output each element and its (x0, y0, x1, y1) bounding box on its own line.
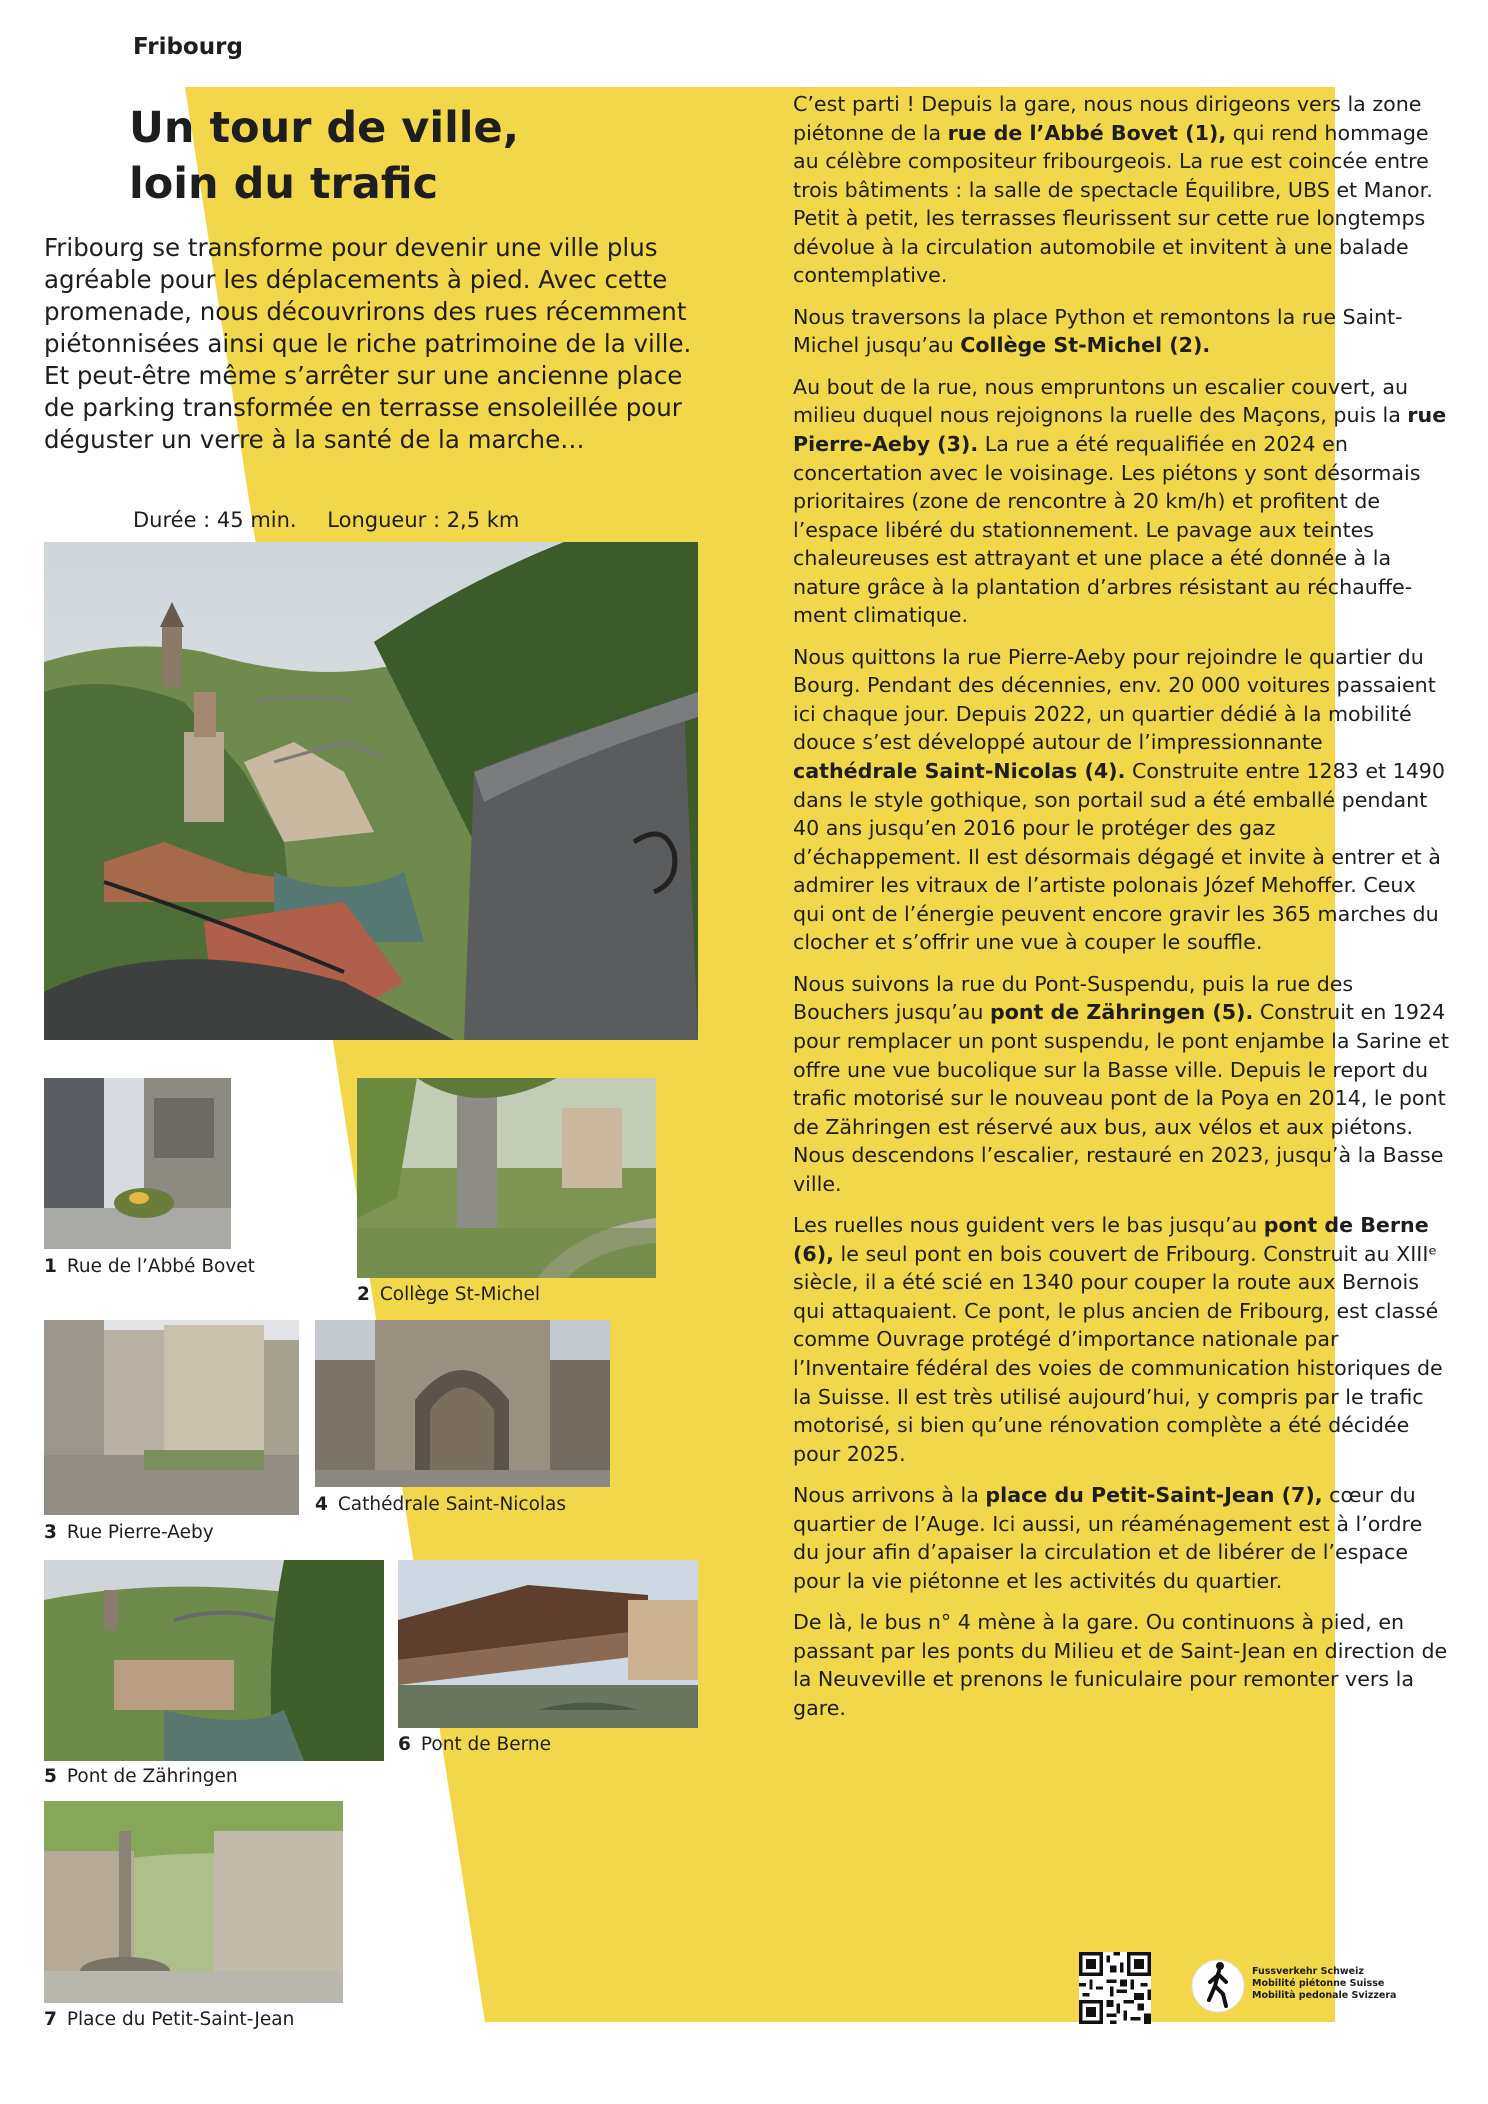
photo-place-du-petit-saint-jean (44, 1801, 343, 2003)
qr-code[interactable] (1079, 1952, 1151, 2024)
paragraph-5: Nous suivons la rue du Pont-Suspendu, puis la rue des Bouchers jusqu’au pont de Zähringen (5). Construit en 1924 pour remplacer un pont suspendu, le pont enjambe la Sarine et offre une vue bucolique sur la Basse ville. Depuis le report du trafic motorisé sur le nouveau pont de la Poya en 2014, le pont de Zähringen est réservé aux bus, aux vélos et aux piétons. Nous descendons l’escalier, restauré en 2023, jusqu’à la Basse ville. (793, 971, 1449, 1196)
route-meta (133, 508, 543, 532)
section-label: Fribourg (133, 34, 243, 60)
length: Longueur : 2,5 km (327, 508, 520, 532)
title-line-1: Un tour de ville, (129, 103, 520, 153)
paragraph-3: Au bout de la rue, nous empruntons un escalier couvert, au milieu duquel nous rejoignons la ruelle des Maçons, puis la rue Pierre-Aeby (3). La rue a été requalifiée en 2024 en concertation avec le voisinage. Les piétons y sont désormais prioritaires (zone de rencontre à 20 km/h) et profitent de l’espace libéré du stationnement. Le pavage aux teintes chaleureuses est attrayant et une place a été donnée à la nature grâce à la plantation d’arbres résistant au réchauffement climatique. (793, 374, 1447, 628)
page-title (129, 100, 689, 212)
caption-7: 7 Place du Petit-Saint-Jean (44, 2009, 295, 2030)
title-line-2: loin du trafic (129, 159, 439, 209)
paragraph-4: Nous quittons la rue Pierre-Aeby pour rejoindre le quartier du Bourg. Pendant des décennies, env. 20 000 voitures passaient ici chaque jour. Depuis 2022, un quartier dédié à la mobilité douce s’est développé autour de l’impressionnante cathédrale Saint-Nicolas (4). Construite entre 1283 et 1490 dans le style gothique, son portail sud a été emballé pendant 40 ans jusqu’en 2016 pour le protéger des gaz d’échappement. Il est désormais dégagé et invite à entrer et à admirer les vitraux de l’artiste polonais Józef Mehoffer. Ceux qui ont de l’énergie peuvent encore gravir les 365 marches du clocher et s’offrir une vue à couper le souffle. (793, 644, 1446, 955)
caption-6: 6 Pont de Berne (398, 1734, 552, 1755)
main-photo-city-view (44, 542, 698, 1040)
caption-4: 4 Cathédrale Saint-Nicolas (315, 1494, 567, 1515)
duration: Durée : 45 min. (133, 508, 297, 532)
photo-pont-de-zahringen (44, 1560, 384, 1761)
caption-1: 1 Rue de l’Abbé Bovet (44, 1256, 255, 1277)
caption-5: 5 Pont de Zähringen (44, 1766, 238, 1787)
caption-3: 3 Rue Pierre-Aeby (44, 1522, 214, 1543)
article-body (793, 90, 1450, 1736)
paragraph-6: Les ruelles nous guident vers le bas jusqu’au pont de Berne (6), le seul pont en bois couvert de Fribourg. Construit au XIIIᵉ siècle, il a été scié en 1340 pour couper la route aux Bernois qui attaquaient. Ce pont, le plus ancien de Fribourg, est classé comme Ouvrage protégé d’importance nationale par l’Inventaire fédéral des voies de communication historiques de la Suisse. Il est très utilisé aujourd’hui, y compris par le trafic motorisé, si bien qu’une rénovation complète a été décidée pour 2025. (793, 1213, 1443, 1466)
paragraph-1: C’est parti ! Depuis la gare, nous nous dirigeons vers la zone piétonne de la rue de l’Abbé Bovet (1), qui rend hommage au célèbre compositeur fribourgeois. La rue est coincée entre trois bâtiments : la salle de spectacle Équilibre, UBS et Manor. Petit à petit, les terrasses fleurissent sur cette rue longtemps dévolue à la circulation automobile et invitent à une balade contemplative. (793, 92, 1433, 288)
organization-logo (1190, 1956, 1440, 2016)
logo-text: Fussverkehr Schweiz Mobilité piétonne Suisse Mobilità pedonale Svizzera (1252, 1966, 1397, 2001)
photo-college-st-michel (357, 1078, 656, 1278)
pedestrian-icon (1190, 1956, 1246, 2014)
photo-rue-abbe-bovet (44, 1078, 231, 1249)
caption-2: 2 Collège St-Michel (357, 1284, 540, 1305)
paragraph-8: De là, le bus n° 4 mène à la gare. Ou continuons à pied, en passant par les ponts du Milieu et de Saint-Jean en direction de la Neuveville et prenons le funiculaire pour remonter vers la gare. (793, 1610, 1448, 1720)
paragraph-7: Nous arrivons à la place du Petit-Saint-Jean (7), cœur du quartier de l’Auge. Ici aussi, un réaménagement est à l’ordre du jour afin d’apaiser la circulation et de libérer de l’espace pour la vie piétonne et les activités du quartier. (793, 1483, 1423, 1593)
photo-rue-pierre-aeby (44, 1320, 299, 1515)
photo-pont-de-berne (398, 1560, 698, 1728)
photo-cathedrale-saint-nicolas (315, 1320, 610, 1487)
paragraph-2: Nous traversons la place Python et remontons la rue Saint-Michel jusqu’au Collège St-Michel (2). (793, 304, 1403, 358)
intro-paragraph: Fribourg se transforme pour devenir une ville plus agréable pour les déplacements à pied. Avec cette promenade, nous découvrirons des rues récemment piétonnisées ainsi que le riche patrimoine de la ville. Et peut-être même s’arrêter sur une ancienne place de parking transformée en terrasse ensoleillée pour déguster un verre à la santé de la marche… (44, 233, 692, 454)
